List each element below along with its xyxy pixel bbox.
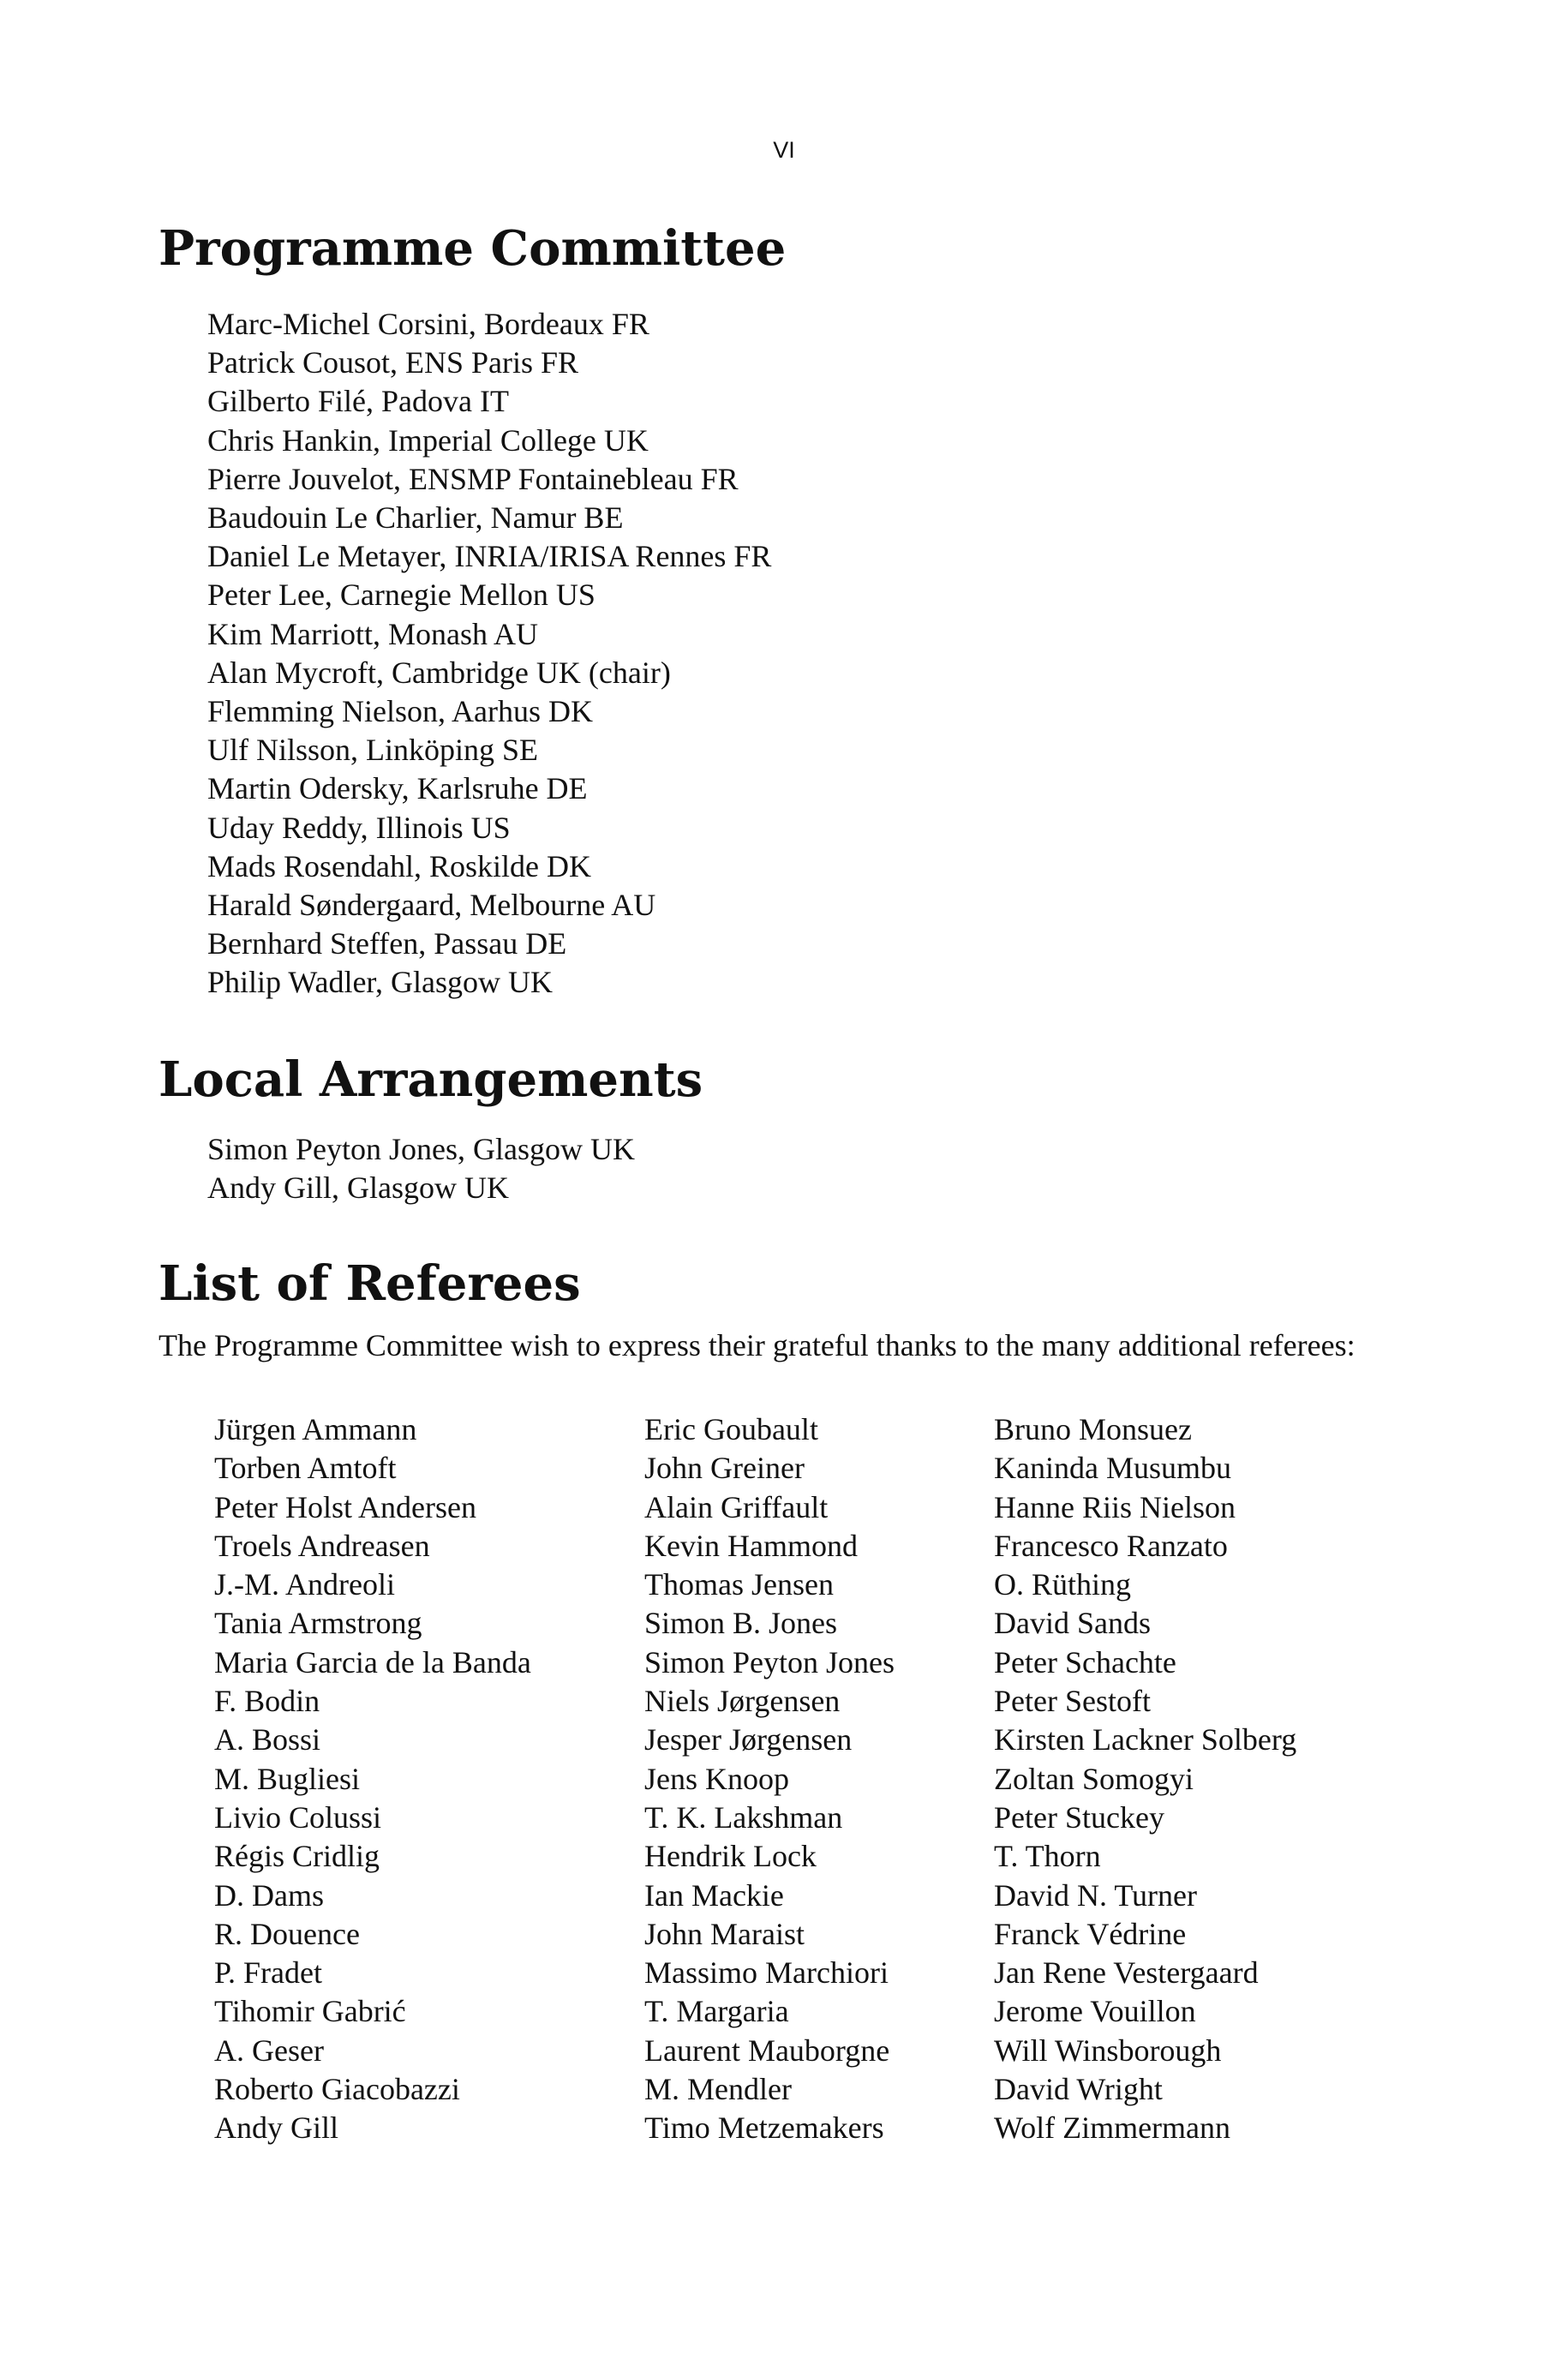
referee-name: Jürgen Ammann <box>214 1412 417 1446</box>
referees-column-3 <box>994 1410 1296 2148</box>
page-number: VI <box>773 137 795 163</box>
committee-member: Pierre Jouvelot, ENSMP Fontainebleau FR <box>207 461 739 496</box>
referee-name: John Greiner <box>644 1451 805 1486</box>
referee-name: Troels Andreasen <box>214 1528 430 1563</box>
referee-name: Kaninda Musumbu <box>994 1451 1231 1486</box>
referee-name: Simon Peyton Jones <box>644 1644 895 1679</box>
committee-member: Bernhard Steffen, Passau DE <box>207 926 567 961</box>
referee-name: Thomas Jensen <box>644 1567 834 1602</box>
committee-member: Gilberto Filé, Padova IT <box>207 384 509 419</box>
referee-name: A. Bossi <box>214 1722 321 1757</box>
referee-name: Torben Amtoft <box>214 1451 397 1486</box>
referee-name: Jan Rene Vestergaard <box>994 1955 1259 1991</box>
committee-member: Mads Rosendahl, Roskilde DK <box>207 848 591 883</box>
committee-member: Alan Mycroft, Cambridge UK (chair) <box>207 655 671 690</box>
referee-name: Eric Goubault <box>644 1412 818 1446</box>
referee-name: David Sands <box>994 1606 1151 1641</box>
referee-name: Peter Holst Andersen <box>214 1489 476 1524</box>
referee-name: Andy Gill <box>214 2111 339 2146</box>
referee-name: Hanne Riis Nielson <box>994 1489 1236 1524</box>
referee-name: Jesper Jørgensen <box>644 1722 853 1757</box>
referee-name: Peter Stuckey <box>994 1799 1164 1835</box>
referee-name: John Maraist <box>644 1916 805 1951</box>
referee-name: Zoltan Somogyi <box>994 1761 1194 1796</box>
referee-name: Peter Schachte <box>994 1644 1176 1679</box>
referees-column-2 <box>644 1410 895 2148</box>
referee-name: Kirsten Lackner Solberg <box>994 1722 1297 1757</box>
committee-member: Harald Søndergaard, Melbourne AU <box>207 888 656 923</box>
referee-name: David Wright <box>994 2072 1163 2107</box>
referee-name: Alain Griffault <box>644 1489 829 1524</box>
referee-name: Franck Védrine <box>994 1916 1187 1951</box>
referee-name: P. Fradet <box>214 1955 322 1991</box>
referee-name: Hendrik Lock <box>644 1839 817 1874</box>
referee-name: Bruno Monsuez <box>994 1412 1192 1446</box>
referee-name: T. Thorn <box>994 1839 1101 1874</box>
committee-member: Uday Reddy, Illinois US <box>207 810 511 845</box>
local-arrangements-member: Andy Gill, Glasgow UK <box>207 1171 509 1206</box>
referee-name: Tania Armstrong <box>214 1606 422 1641</box>
referee-name: Tihomir Gabrić <box>214 1994 406 2029</box>
referees-column-1 <box>214 1410 531 2148</box>
referee-name: Peter Sestoft <box>994 1684 1151 1719</box>
committee-member: Flemming Nielson, Aarhus DK <box>207 694 593 729</box>
referee-name: Wolf Zimmermann <box>994 2111 1231 2146</box>
referee-name: A. Geser <box>214 2033 324 2068</box>
referee-name: T. K. Lakshman <box>644 1799 843 1835</box>
programme-committee-list <box>207 305 771 1003</box>
referee-name: Livio Colussi <box>214 1799 382 1835</box>
referee-name: Simon B. Jones <box>644 1606 838 1641</box>
referee-name: T. Margaria <box>644 1994 789 2029</box>
referee-name: Jerome Vouillon <box>994 1994 1196 2029</box>
local-arrangements-heading: Local Arrangements <box>159 1051 703 1108</box>
referee-name: Ian Mackie <box>644 1877 784 1913</box>
referee-name: O. Rüthing <box>994 1567 1132 1602</box>
referee-name: J.-M. Andreoli <box>214 1567 395 1602</box>
committee-member: Baudouin Le Charlier, Namur BE <box>207 500 624 536</box>
referee-name: Roberto Giacobazzi <box>214 2072 460 2107</box>
referee-name: Maria Garcia de la Banda <box>214 1644 531 1679</box>
referee-name: Francesco Ranzato <box>994 1528 1228 1563</box>
committee-member: Kim Marriott, Monash AU <box>207 616 538 651</box>
local-arrangements-list <box>207 1130 635 1207</box>
referee-name: Kevin Hammond <box>644 1528 858 1563</box>
programme-committee-heading: Programme Committee <box>159 220 787 277</box>
referee-name: Timo Metzemakers <box>644 2111 884 2146</box>
committee-member: Peter Lee, Carnegie Mellon US <box>207 578 595 613</box>
referee-name: Niels Jørgensen <box>644 1684 841 1719</box>
referees-heading: List of Referees <box>159 1255 581 1312</box>
committee-member: Marc-Michel Corsini, Bordeaux FR <box>207 307 649 341</box>
referee-name: R. Douence <box>214 1916 360 1951</box>
committee-member: Martin Odersky, Karlsruhe DE <box>207 771 588 806</box>
referee-name: David N. Turner <box>994 1877 1198 1913</box>
committee-member: Ulf Nilsson, Linköping SE <box>207 733 539 768</box>
committee-member: Philip Wadler, Glasgow UK <box>207 965 553 1000</box>
referee-name: D. Dams <box>214 1877 324 1913</box>
local-arrangements-member: Simon Peyton Jones, Glasgow UK <box>207 1132 636 1166</box>
referee-name: Massimo Marchiori <box>644 1955 889 1991</box>
committee-member: Daniel Le Metayer, INRIA/IRISA Rennes FR <box>207 539 772 574</box>
referee-name: Jens Knoop <box>644 1761 789 1796</box>
referee-name: M. Bugliesi <box>214 1761 361 1796</box>
referees-intro: The Programme Committee wish to express their grateful thanks to the many additional referees: <box>159 1328 1356 1362</box>
referee-name: Régis Cridlig <box>214 1839 380 1874</box>
referee-name: Will Winsborough <box>994 2033 1222 2068</box>
committee-member: Patrick Cousot, ENS Paris FR <box>207 345 579 380</box>
referee-name: F. Bodin <box>214 1684 320 1719</box>
committee-member: Chris Hankin, Imperial College UK <box>207 422 649 458</box>
referee-name: Laurent Mauborgne <box>644 2033 890 2068</box>
referee-name: M. Mendler <box>644 2072 792 2107</box>
